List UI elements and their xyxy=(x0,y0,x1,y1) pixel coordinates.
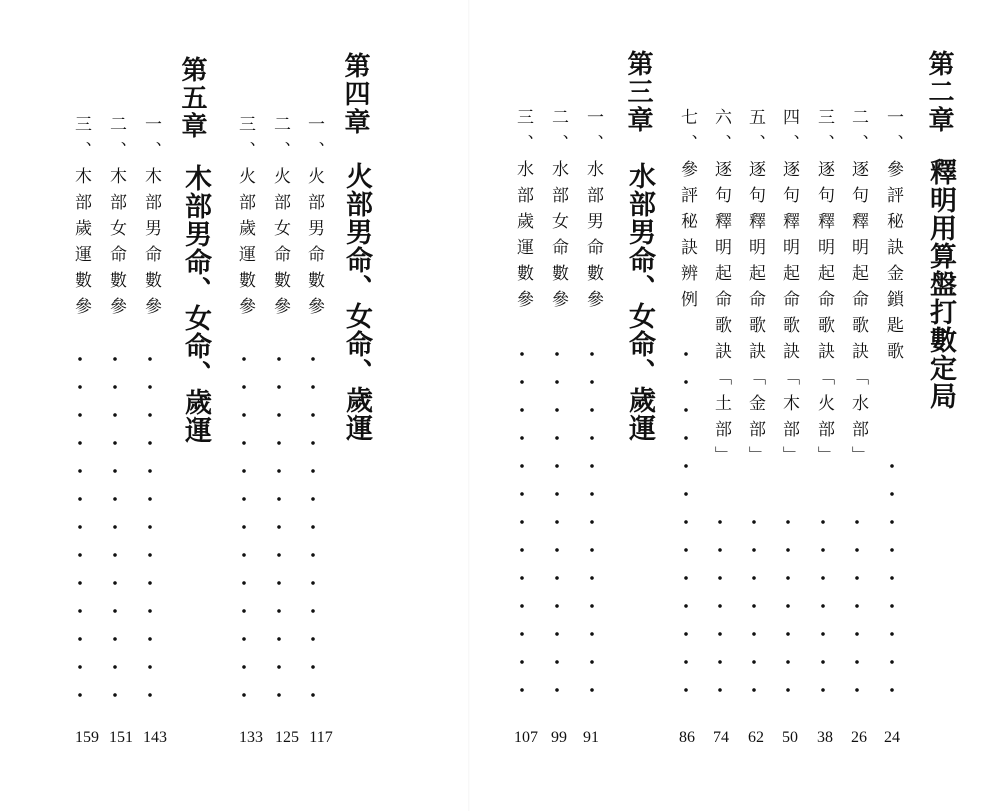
chapter-5-entry-3-page: 159 xyxy=(75,729,99,746)
chapter-2-entry-4-page: 50 xyxy=(782,729,798,746)
chapter-2-entry-1-leader xyxy=(889,452,895,712)
chapter-5-entry-2: 二、木部女命數參 xyxy=(106,115,126,323)
chapter-5-entry-3-leader xyxy=(77,345,83,715)
chapter-2-entry-1-page: 24 xyxy=(884,729,900,746)
chapter-3-entry-2: 二、水部女命數參 xyxy=(548,108,568,316)
chapter-5-title: 木部男命、女命、歲運 xyxy=(180,164,211,444)
chapter-2-entry-3: 三、逐句釋明起命歌訣「火部」 xyxy=(814,108,834,472)
chapter-5-entry-2-leader xyxy=(112,345,118,715)
chapter-4-entry-1-leader xyxy=(310,345,316,715)
chapter-4-number: 第四章 xyxy=(340,52,370,136)
chapter-3-entry-2-leader xyxy=(554,340,560,712)
chapter-2-entry-7: 七、參評秘訣辨例 xyxy=(677,108,697,316)
chapter-2-entry-1: 一、參評秘訣金鎖匙歌 xyxy=(883,108,903,368)
chapter-4-title: 火部男命、女命、歲運 xyxy=(341,162,372,442)
chapter-4-entry-3-page: 133 xyxy=(239,729,263,746)
chapter-2-entry-2-leader xyxy=(854,508,860,712)
chapter-2-entry-5-leader xyxy=(751,508,757,712)
chapter-3-entry-3-page: 107 xyxy=(514,729,538,746)
chapter-2-entry-7-page: 86 xyxy=(679,729,695,746)
chapter-5-entry-1: 一、木部男命數參 xyxy=(141,115,161,323)
chapter-5-number: 第五章 xyxy=(177,56,207,140)
chapter-2-entry-6: 六、逐句釋明起命歌訣「土部」 xyxy=(711,108,731,472)
chapter-2-entry-4: 四、逐句釋明起命歌訣「木部」 xyxy=(779,108,799,472)
left-page xyxy=(0,0,470,811)
chapter-4-entry-3-leader xyxy=(241,345,247,715)
chapter-5-entry-2-page: 151 xyxy=(109,729,133,746)
chapter-2-entry-5: 五、逐句釋明起命歌訣「金部」 xyxy=(745,108,765,472)
chapter-2-entry-2-page: 26 xyxy=(851,729,867,746)
right-page xyxy=(470,0,1007,811)
chapter-2-entry-7-leader xyxy=(683,340,689,712)
chapter-2-entry-6-leader xyxy=(717,508,723,712)
chapter-2-entry-4-leader xyxy=(785,508,791,712)
chapter-5-entry-1-page: 143 xyxy=(143,729,167,746)
chapter-2-entry-3-page: 38 xyxy=(817,729,833,746)
chapter-2-title: 釋明用算盤打數定局 xyxy=(925,158,956,410)
chapter-5-entry-1-leader xyxy=(147,345,153,715)
chapter-3-number: 第三章 xyxy=(623,50,653,134)
chapter-4-entry-2: 二、火部女命數參 xyxy=(270,115,290,323)
chapter-4-entry-1: 一、火部男命數參 xyxy=(304,115,324,323)
chapter-2-entry-5-page: 62 xyxy=(748,729,764,746)
chapter-3-entry-1-page: 91 xyxy=(583,729,599,746)
chapter-5-entry-3: 三、木部歲運數參 xyxy=(71,115,91,323)
chapter-3-entry-3: 三、水部歲運數參 xyxy=(513,108,533,316)
chapter-3-entry-2-page: 99 xyxy=(551,729,567,746)
chapter-2-entry-2: 二、逐句釋明起命歌訣「水部」 xyxy=(848,108,868,472)
chapter-4-entry-3: 三、火部歲運數參 xyxy=(235,115,255,323)
chapter-3-entry-3-leader xyxy=(519,340,525,712)
chapter-4-entry-2-leader xyxy=(276,345,282,715)
chapter-4-entry-2-page: 125 xyxy=(275,729,299,746)
chapter-4-entry-1-page: 117 xyxy=(309,729,333,746)
chapter-2-entry-3-leader xyxy=(820,508,826,712)
chapter-2-number: 第二章 xyxy=(924,50,954,134)
chapter-3-entry-1-leader xyxy=(589,340,595,712)
chapter-3-entry-1: 一、水部男命數參 xyxy=(583,108,603,316)
chapter-2-entry-6-page: 74 xyxy=(713,729,729,746)
chapter-3-title: 水部男命、女命、歲運 xyxy=(624,162,655,442)
